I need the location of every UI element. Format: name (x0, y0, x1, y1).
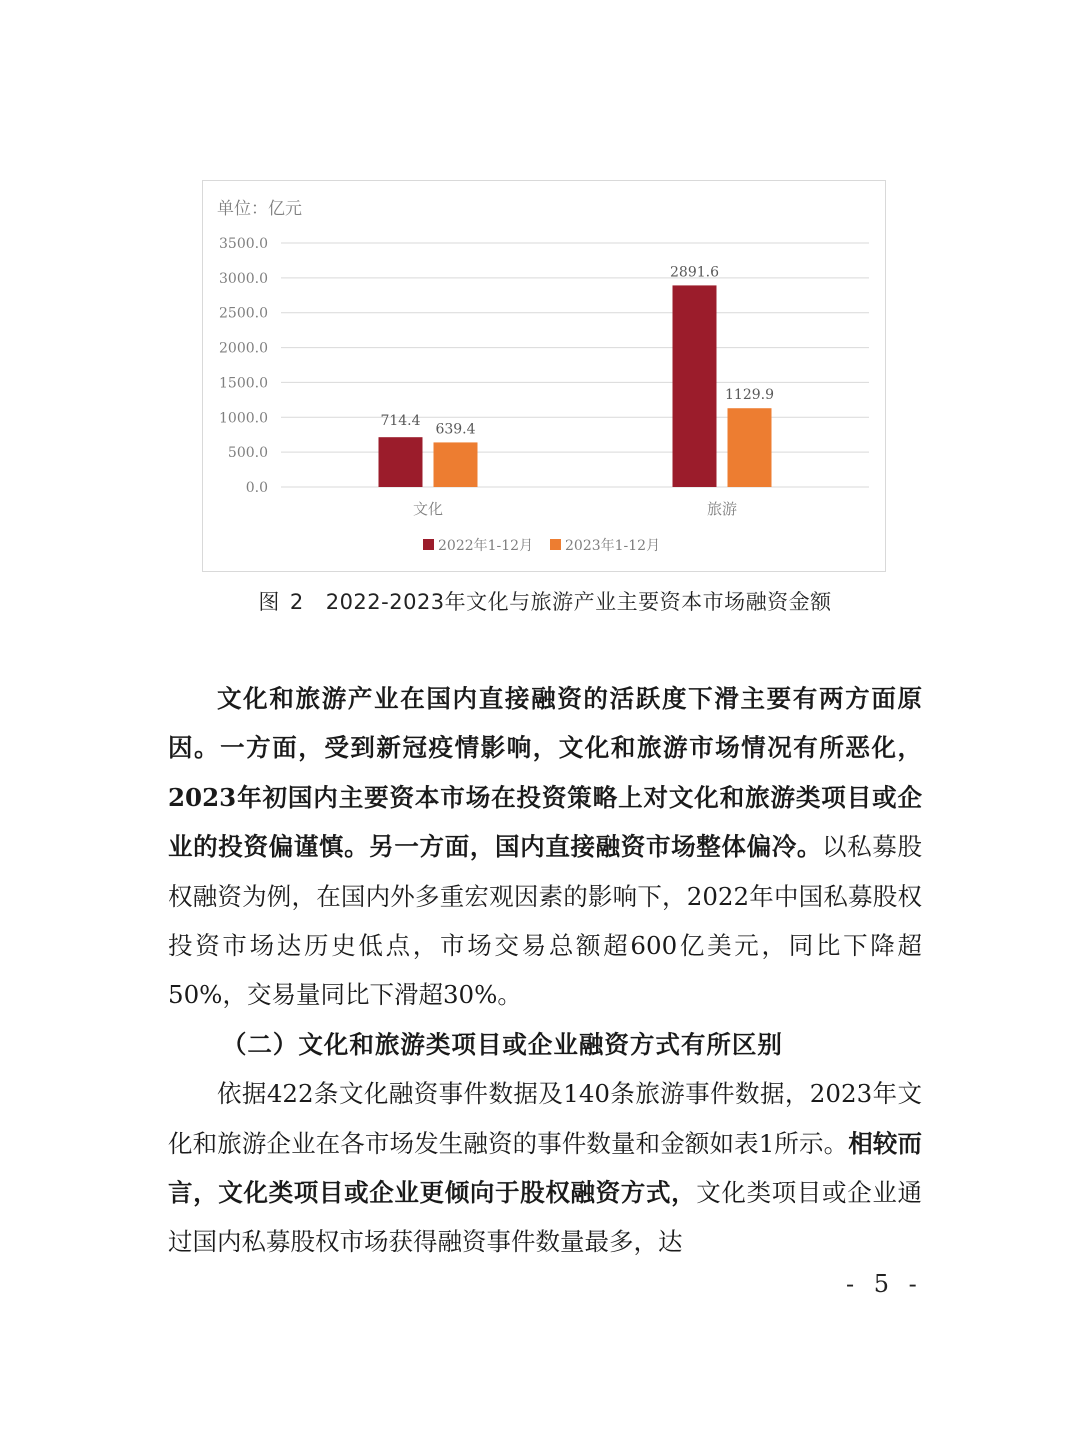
legend-swatch (550, 539, 561, 550)
x-tick-label: 旅游 (706, 500, 738, 518)
chart-container (202, 180, 886, 572)
paragraph-2-bold: 相较而言，文化类项目或企业更倾向于股权融资方式， (168, 1128, 922, 1208)
legend-swatch (423, 539, 434, 550)
y-tick-label: 2000.0 (219, 340, 268, 357)
legend-label: 2022年1-12月 (438, 538, 534, 554)
data-label: 714.4 (380, 413, 421, 430)
paragraph-1 (168, 674, 922, 1020)
x-tick-label: 文化 (412, 500, 444, 518)
bar (379, 437, 423, 487)
figure-caption (0, 586, 1080, 616)
paragraph-2-start: 依据422条文化融资事件数据及140条旅游事件数据，2023年文化和旅游企业在各市场发生融资的事件数量和金额如表1所示。 (168, 1079, 922, 1158)
y-tick-label: 2500.0 (219, 305, 268, 322)
section-heading: （二）文化和旅游类项目或企业融资方式有所区别 (221, 1029, 783, 1059)
bar-chart (203, 181, 887, 573)
paragraph-1-rest: 以私募股权融资为例，在国内外多重宏观因素的影响下，2022年中国私募股权投资市场达历史低点，市场交易总额超600亿美元，同比下降超50%，交易量同比下滑超30%。 (168, 832, 923, 1010)
data-label: 2891.6 (670, 264, 719, 281)
y-tick-label: 3000.0 (219, 270, 268, 287)
body-text (168, 674, 922, 1267)
data-label: 1129.9 (725, 387, 774, 404)
paragraph-2 (168, 1069, 922, 1267)
data-label: 639.4 (435, 421, 476, 438)
legend-label: 2023年1-12月 (565, 538, 661, 554)
bar (673, 285, 717, 487)
paragraph-2-rest: 文化类项目或企业通过国内私募股权市场获得融资事件数量最多，达 (168, 1178, 923, 1257)
caption-text: 2022-2023年文化与旅游产业主要资本市场融资金额 (325, 590, 832, 614)
y-tick-label: 3500.0 (219, 236, 268, 252)
caption-label: 图 (258, 590, 280, 614)
y-tick-label: 500.0 (227, 445, 268, 462)
caption-number: 2 (289, 590, 304, 614)
bar (434, 442, 478, 487)
y-tick-label: 0.0 (245, 480, 268, 496)
unit-label: 单位：亿元 (217, 199, 302, 219)
bar (728, 408, 772, 487)
y-tick-label: 1000.0 (219, 410, 268, 427)
page-number: - 5 - (846, 1270, 923, 1298)
y-tick-label: 1500.0 (219, 375, 268, 392)
paragraph-1-bold: 文化和旅游产业在国内直接融资的活跃度下滑主要有两方面原因。一方面，受到新冠疫情影响，文化和旅游市场情况有所恶化，2023年初国内主要资本市场在投资策略上对文化和旅游类项目或企业的投资偏谨慎。另一方面，国内直接融资市场整体偏冷。 (168, 684, 922, 862)
